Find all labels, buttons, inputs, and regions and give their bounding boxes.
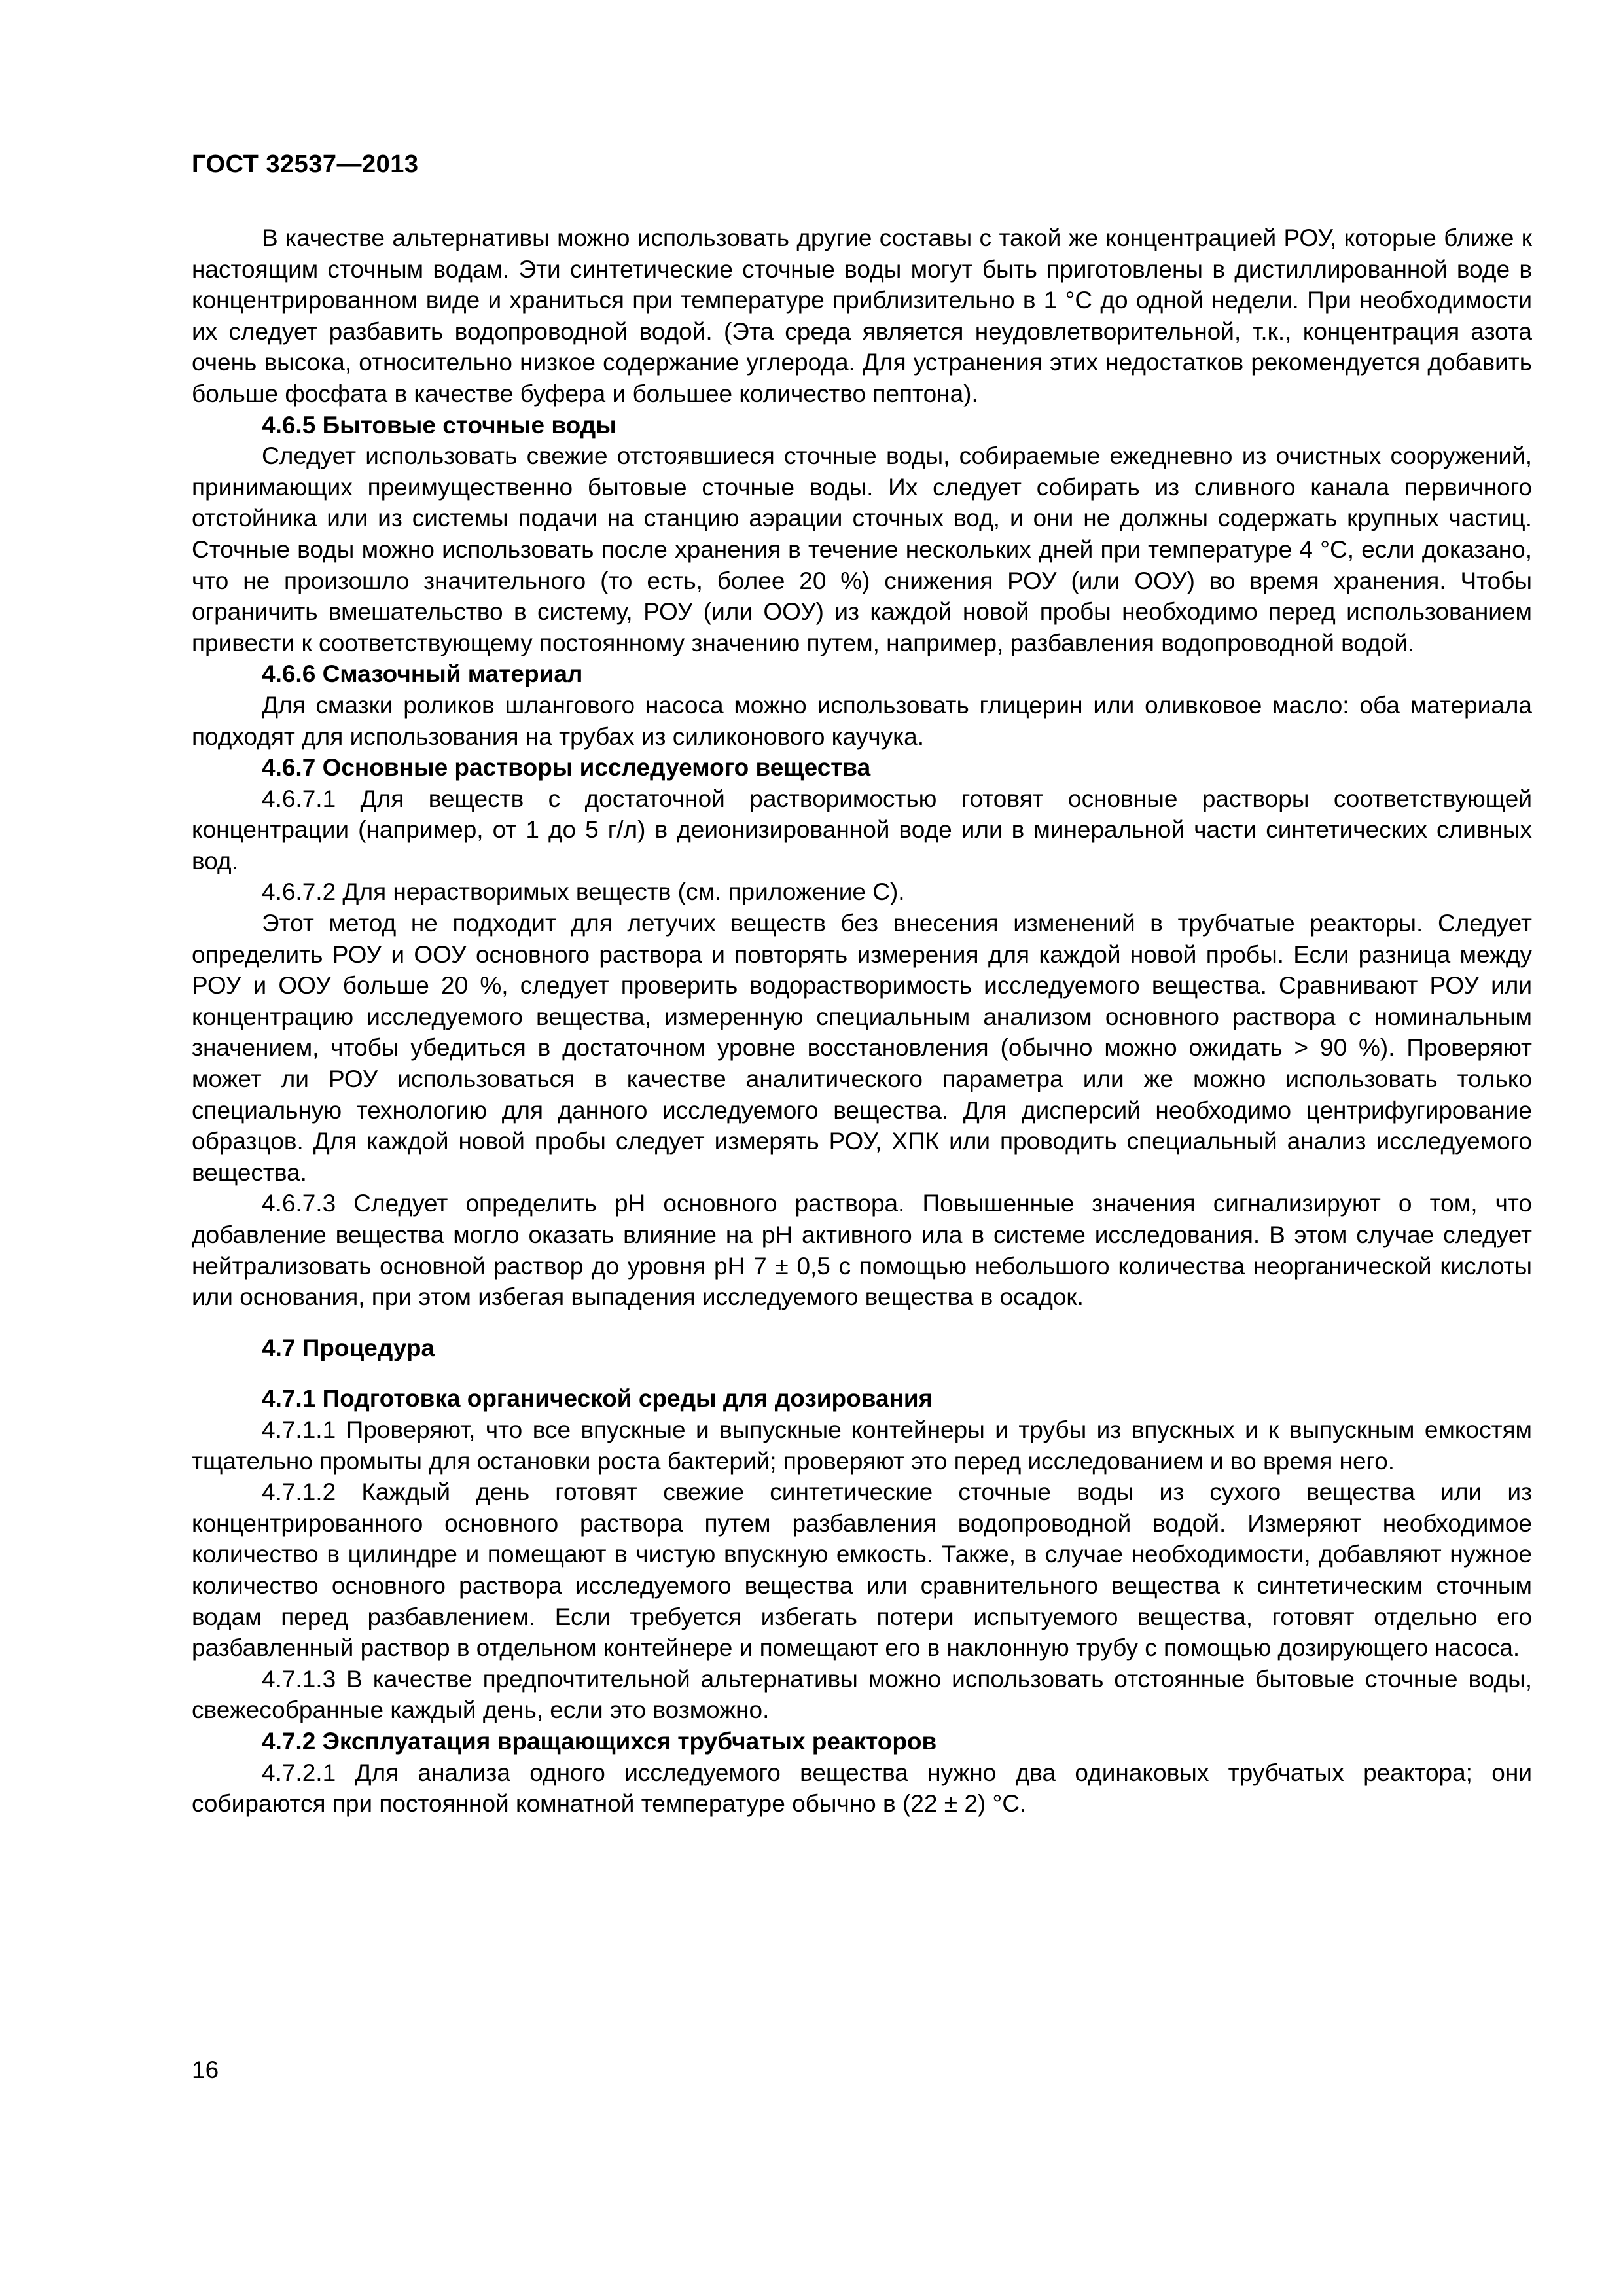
subsection-heading: 4.6.7 Основные растворы исследуемого вещества (262, 754, 871, 781)
page-number: 16 (192, 2056, 219, 2083)
paragraph: В качестве альтернативы можно использовать другие составы с такой же концентрацией РОУ, которые ближе к настоящим сточным водам. Эти синтетические сточные воды могут быть приготовлены в дистиллированной воде в концентрированном виде и храниться при температуре приблизительно в 1 °С до одной недели. При необходимости их следует разбавить водопроводной водой. (Эта среда является неудовлетворительной, т.к., концентрация азота очень высока, относительно низкое содержание углерода. Для устранения этих недостатков рекомендуется добавить больше фосфата в качестве буфера и большее количество пептона). (192, 224, 1532, 407)
paragraph: 4.7.1.1 Проверяют, что все впускные и выпускные контейнеры и трубы из впускных и к выпускным емкостям тщательно промыты для остановки роста бактерий; проверяют это перед исследованием и во время него. (192, 1416, 1532, 1475)
paragraph: Следует использовать свежие отстоявшиеся сточные воды, собираемые ежедневно из очистных сооружений, принимающих преимущественно бытовые сточные воды. Их следует собирать из сливного канала первичного отстойника или из системы подачи на станцию аэрации сточных вод, и они не должны содержать крупных частиц. Сточные воды можно использовать после хранения в течение нескольких дней при температуре 4 °С, если доказано, что не произошло значительного (то есть, более 20 %) снижения РОУ (или ООУ) во время хранения. Чтобы ограничить вмешательство в систему, РОУ (или ООУ) из каждой новой пробы необходимо перед использованием привести к соответствующему постоянному значению путем, например, разбавления водопроводной водой. (192, 442, 1532, 656)
subsection-heading: 4.6.5 Бытовые сточные воды (262, 411, 616, 439)
document-header: ГОСТ 32537—2013 (192, 151, 419, 178)
subsection-heading: 4.6.6 Смазочный материал (262, 660, 583, 688)
section-heading: 4.7 Процедура (262, 1334, 435, 1361)
subsection-heading: 4.7.1 Подготовка органической среды для дозирования (262, 1385, 933, 1412)
paragraph: Для смазки роликов шлангового насоса можно использовать глицерин или оливковое масло: оба материала подходят для использования на трубах из силиконового каучука. (192, 691, 1532, 750)
paragraph: Этот метод не подходит для летучих веществ без внесения изменений в трубчатые реакторы. Следует определить РОУ и ООУ основного раствора и повторять измерения для каждой новой пробы. Если разница между РОУ и ООУ больше 20 %, следует проверить водорастворимость исследуемого вещества. Сравнивают РОУ или концентрацию исследуемого вещества, измеренную специальным анализом основного раствора с номинальным значением, чтобы убедиться в достаточном уровне восстановления (обычно можно ожидать > 90 %). Проверяют может ли РОУ использоваться в качестве аналитического параметра или же можно использовать только специальную технологию для данного исследуемого вещества. Для дисперсий необходимо центрифугирование образцов. Для каждой новой пробы следует измерять РОУ, ХПК или проводить специальный анализ исследуемого вещества. (192, 910, 1532, 1186)
paragraph: 4.7.2.1 Для анализа одного исследуемого вещества нужно два одинаковых трубчатых реактора; они собираются при постоянной комнатной температуре обычно в (22 ± 2) °С. (192, 1759, 1532, 1818)
paragraph: 4.6.7.1 Для веществ с достаточной растворимостью готовят основные растворы соответствующей концентрации (например, от 1 до 5 г/л) в деионизированной воде или в минеральной части синтетических сливных вод. (192, 785, 1532, 874)
paragraph: 4.6.7.2 Для нерастворимых веществ (см. приложение С). (262, 878, 905, 906)
document-body (192, 223, 1532, 1820)
paragraph: 4.7.1.3 В качестве предпочтительной альтернативы можно использовать отстоянные бытовые сточные воды, свежесобранные каждый день, если это возможно. (192, 1665, 1532, 1724)
subsection-heading: 4.7.2 Эксплуатация вращающихся трубчатых реакторов (262, 1727, 937, 1755)
paragraph: 4.6.7.3 Следует определить рН основного раствора. Повышенные значения сигнализируют о том, что добавление вещества могло оказать влияние на рН активного ила в системе исследования. В этом случае следует нейтрализовать основной раствор до уровня рН 7 ± 0,5 с помощью небольшого количества неорганической кислоты или основания, при этом избегая выпадения исследуемого вещества в осадок. (192, 1190, 1532, 1311)
paragraph: 4.7.1.2 Каждый день готовят свежие синтетические сточные воды из сухого вещества или из концентрированного основного раствора путем разбавления водопроводной водой. Измеряют необходимое количество в цилиндре и помещают в чистую впускную емкость. Также, в случае необходимости, добавляют нужное количество основного раствора исследуемого вещества или сравнительного вещества к синтетическим сточным водам перед разбавлением. Если требуется избегать потери испытуемого вещества, готовят отдельно его разбавленный раствор в отдельном контейнере и помещают его в наклонную трубу с помощью дозирующего насоса. (192, 1479, 1532, 1662)
